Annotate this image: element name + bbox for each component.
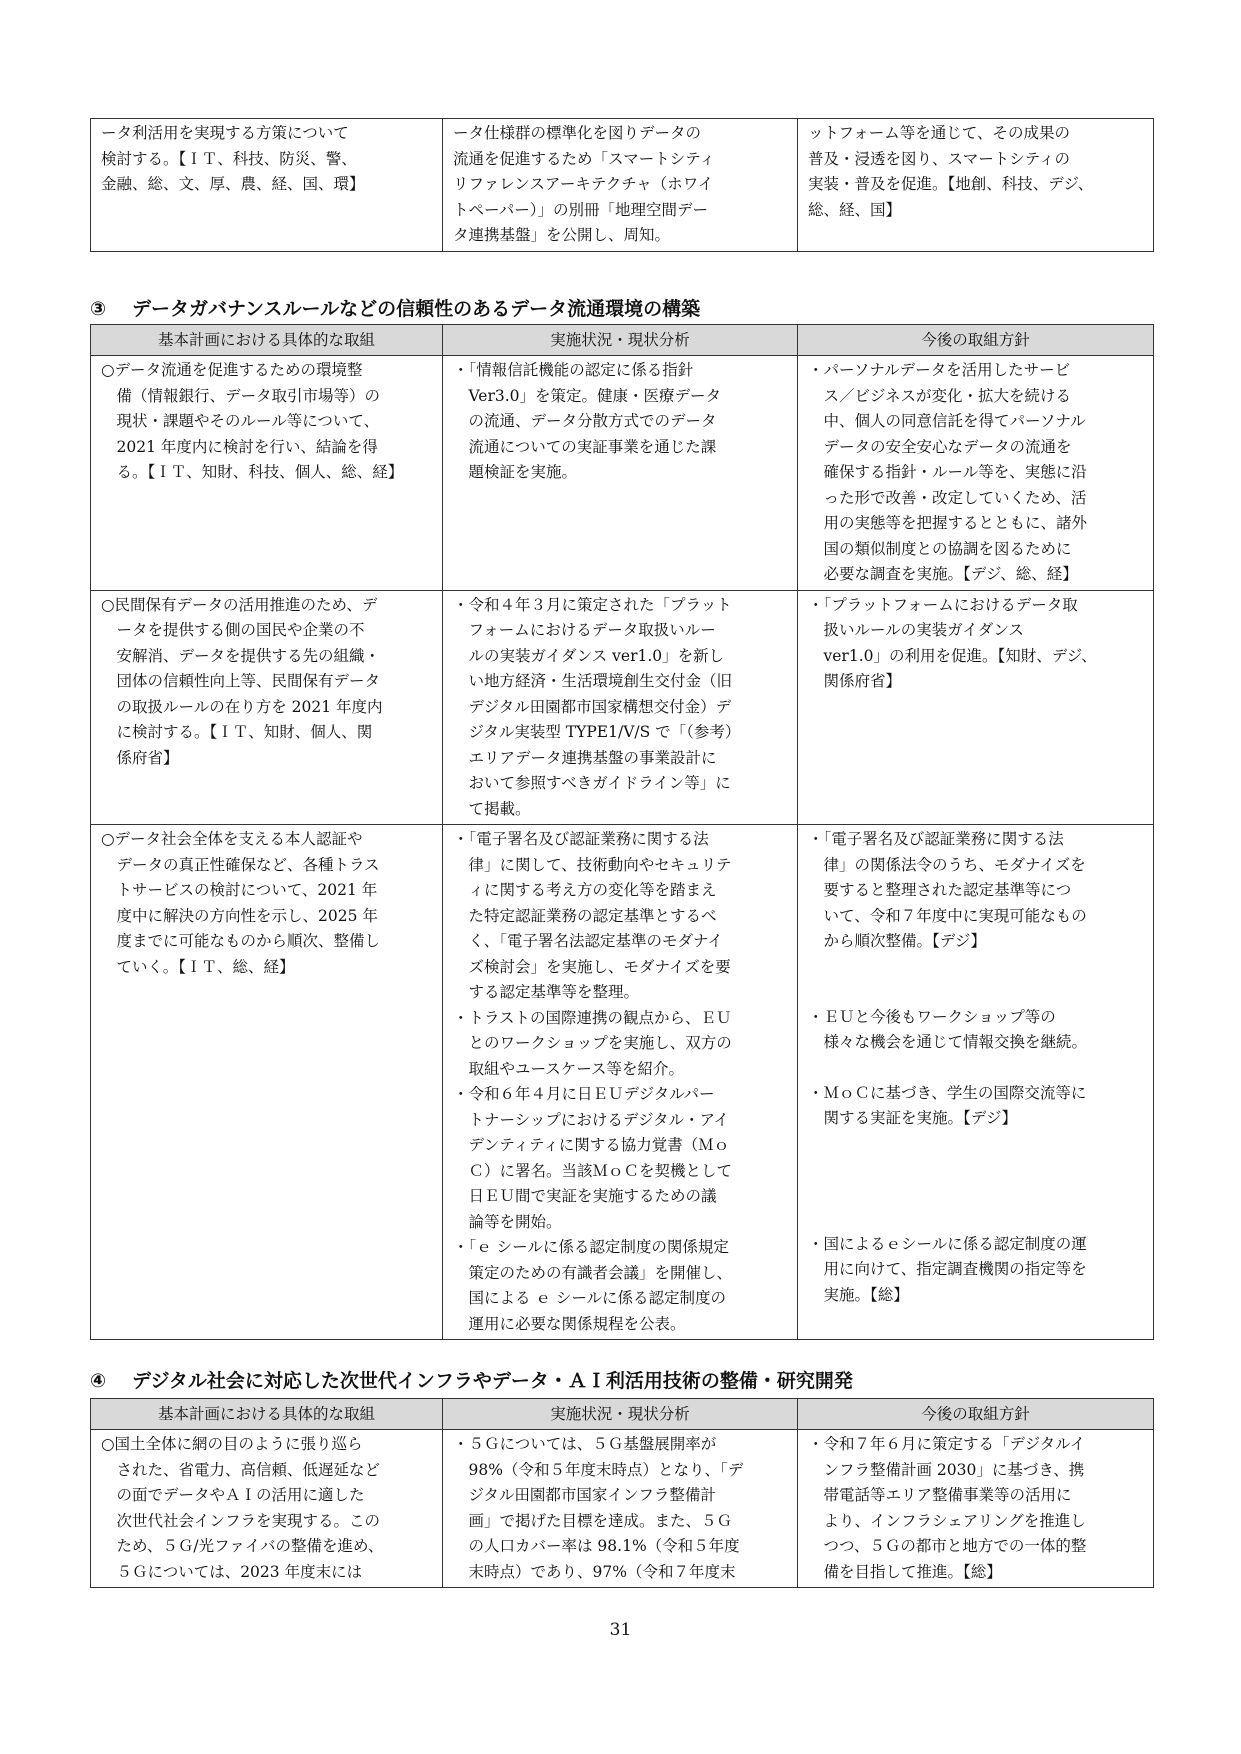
cell-policy: ・令和７年６月に策定する「デジタルイ ンフラ整備計画 2030」に基づき、携 帯電話等エリア整備事業等の活用に より、インフラシェアリングを推進し つつ、５Ｇの都市と地方での一体的整 備を目指して推進。【総】 (798, 1430, 1154, 1588)
column-header: 基本計画における具体的な取組 (91, 325, 443, 356)
cell-policy (798, 825, 1154, 1340)
cell-plan: ○データ社会全体を支える本人認証や データの真正性確保など、各種トラス トサービスの検討について、2021 年 度中に解決の方向性を示し、2025 年 度までに可能なものから順次、整備し ていく。【ＩＴ、総、経】 (91, 825, 443, 1340)
cell-plan: ータ利活用を実現する方策について 検討する。【ＩＴ、科技、防災、警、 金融、総、文、厚、農、経、国、環】 (91, 119, 443, 252)
section-title: データガバナンスルールなどの信頼性のあるデータ流通環境の構築 (132, 298, 701, 320)
cell-policy: ・「プラットフォームにおけるデータ取 扱いルールの実装ガイダンス ver1.0」の利用を促進。【知財、デジ、 関係府省】 (798, 590, 1154, 825)
column-header: 実施状況・現状分析 (443, 325, 798, 356)
cell-status (443, 825, 798, 1340)
section-4-heading (90, 1366, 853, 1393)
policy-block: ・ＭｏＣに基づき、学生の国際交流等に 関する実証を実施。【デジ】 (808, 1083, 1087, 1127)
page-number: 31 (609, 1620, 632, 1640)
section-number: ④ (90, 1370, 107, 1392)
table-row (91, 356, 1154, 591)
policy-block: ・「電子署名及び認証業務に関する法 律」の関係法令のうち、モダナイズを 要すると整理された認定基準等につ いて、令和７年度中に実現可能なもの から順次整備。【デジ】 (808, 830, 1087, 950)
cell-status: ータ仕様群の標準化を図りデータの 流通を促進するため「スマートシティ リファレンスアーキテクチャ（ホワイ トペーパー）」の別冊「地理空間デー タ連携基盤」を公開し、周知。 (443, 119, 798, 252)
cell-status: ・「情報信託機能の認定に係る指針 Ver3.0」を策定。健康・医療データ の流通、データ分散方式でのデータ 流通についての実証事業を通じた課 題検証を実施。 (443, 356, 798, 591)
policy-block: ・ＥＵと今後もワークショップ等の 様々な機会を通じて情報交換を継続。 (808, 1007, 1088, 1051)
column-header: 実施状況・現状分析 (443, 1399, 798, 1430)
cell-status: ・５Ｇについては、５Ｇ基盤展開率が 98%（令和５年度末時点）となり、「デ ジタル田園都市国家インフラ整備計 画」で掲げた目標を達成。また、５Ｇ の人口カバー率は 98.1%（令和５年度 末時点）であり、97%（令和７年度末 (443, 1430, 798, 1588)
table-row (91, 590, 1154, 825)
cell-status: ・令和４年３月に策定された「プラット フォームにおけるデータ取扱いルー ルの実装ガイダンス ver1.0」を新し い地方経済・生活環境創生交付金（旧 デジタル田園都市国家構想交付金）デ ジタル実装型 TYPE1/V/S で「（参考） エリアデータ連携基盤の事業設計に おいて参照すべきガイドライン等」に て掲載。 (443, 590, 798, 825)
cell-policy: ・パーソナルデータを活用したサービ ス／ビジネスが変化・拡大を続ける 中、個人の同意信託を得てパーソナル データの安全安心なデータの流通を 確保する指針・ルール等を、実態に沿 った形で改善・改定していくため、活 用の実態等を把握するとともに、諸外 国の類似制度との協調を図るために 必要な調査を実施。【デジ、総、経】 (798, 356, 1154, 591)
section-4-table (90, 1398, 1154, 1588)
table-header-row (91, 325, 1154, 356)
section-3-table (90, 324, 1154, 1340)
section-3-heading (90, 294, 700, 321)
status-block: ・「ｅ シールに係る認定制度の関係規定 策定のための有識者会議」を開催し、 国による ｅ シールに係る認定制度の 運用に必要な関係規程を公表。 (453, 1238, 733, 1333)
status-block: ・「電子署名及び認証業務に関する法 律」に関して、技術動向やセキュリテ ィに関する考え方の変化等を踏まえ た特定認証業務の認定基準とするべ く、「電子署名法認定基準のモダナイ ズ検討会」を実施し、モダナイズを要 する認定基準等を整理。 (453, 830, 732, 1001)
column-header: 基本計画における具体的な取組 (91, 1399, 443, 1430)
continuation-table (90, 118, 1154, 252)
table-row (91, 119, 1154, 252)
table-row (91, 1430, 1154, 1588)
policy-block: ・国によるｅシールに係る認定制度の運 用に向けて、指定調査機関の指定等を 実施。【総】 (808, 1234, 1087, 1304)
section-title: デジタル社会に対応した次世代インフラやデータ・ＡＩ利活用技術の整備・研究開発 (132, 1370, 853, 1392)
status-block: ・令和６年４月に日ＥＵデジタルパー トナーシップにおけるデジタル・アイ デンティティに関する協力覚書（Ｍｏ Ｃ）に署名。当該ＭｏＣを契機として 日ＥＵ間で実証を実施するための議 論等を開始。 (453, 1085, 733, 1231)
column-header: 今後の取組方針 (798, 1399, 1154, 1430)
cell-plan: ○国土全体に網の目のように張り巡ら された、省電力、高信頼、低遅延など の面でデータやＡＩの活用に適した 次世代社会インフラを実現する。この ため、５Ｇ/光ファイバの整備を進め、 ５Ｇについては、2023 年度末には (91, 1430, 443, 1588)
table-header-row (91, 1399, 1154, 1430)
column-header: 今後の取組方針 (798, 325, 1154, 356)
cell-plan: ○データ流通を促進するための環境整 備（情報銀行、データ取引市場等）の 現状・課題やそのルール等について、 2021 年度内に検討を行い、結論を得 る。【ＩＴ、知財、科技、個人、総、経】 (91, 356, 443, 591)
cell-policy: ットフォーム等を通じて、その成果の 普及・浸透を図り、スマートシティの 実装・普及を促進。【地創、科技、デジ、 総、経、国】 (798, 119, 1154, 252)
table-row (91, 825, 1154, 1340)
cell-plan: ○民間保有データの活用推進のため、デ ータを提供する側の国民や企業の不 安解消、データを提供する先の組織・ 団体の信頼性向上等、民間保有データ の取扱ルールの在り方を 2021 年度内 に検討する。【ＩＴ、知財、個人、関 係府省】 (91, 590, 443, 825)
section-number: ③ (90, 298, 107, 320)
status-block: ・トラストの国際連携の観点から、ＥＵ とのワークショップを実施し、双方の 取組やユースケース等を紹介。 (453, 1008, 732, 1078)
